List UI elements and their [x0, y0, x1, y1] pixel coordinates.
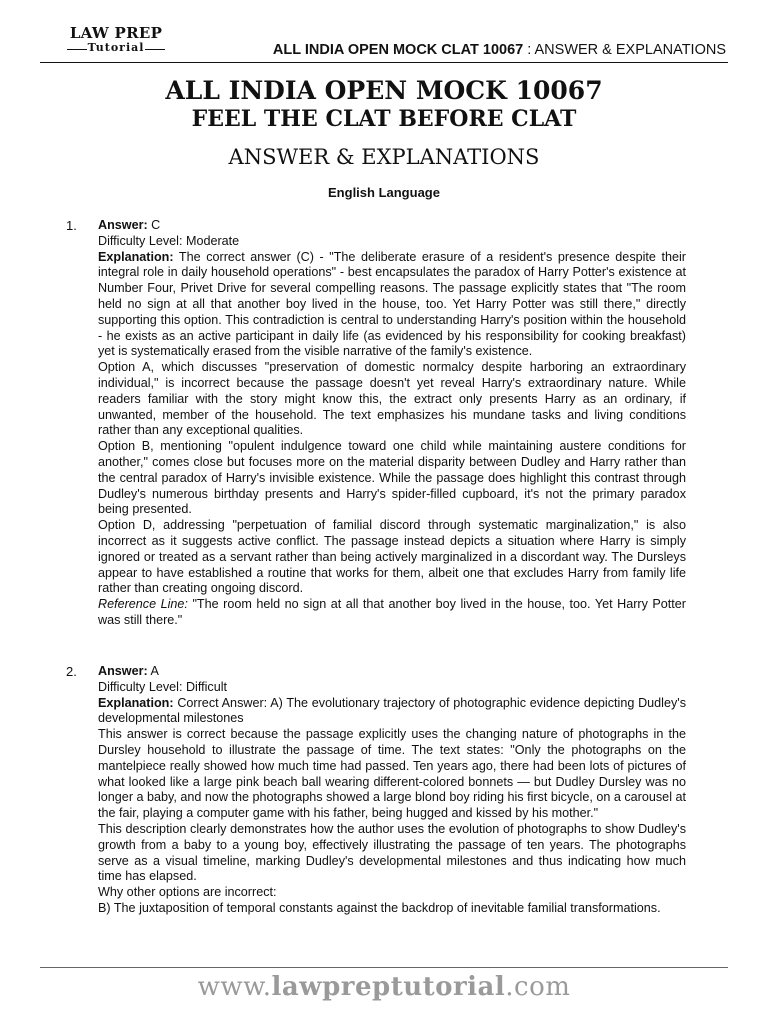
option-b-analysis: Option B, mentioning "opulent indulgence toward one child while maintaining austere conditions for another," comes close but focuses more on the material disparity between Dudley and Harry rather than the central paradox of Harry's invisible existence. While the passage does highlight this contrast through Dudley's numerous birthday presents and Harry's spider-filled cupboard, it's not the primary paradox being presented.	[98, 439, 686, 517]
document-title: ALL INDIA OPEN MOCK 10067	[165, 76, 603, 105]
explanation	[98, 696, 686, 728]
running-header	[273, 42, 726, 58]
difficulty-level: Difficulty Level: Moderate	[98, 233, 240, 248]
running-header-rest: : ANSWER & EXPLANATIONS	[523, 42, 726, 58]
reference-text: "The room held no sign at all that another boy lived in the house, too. Yet Harry Potter was still there."	[98, 597, 686, 627]
difficulty-level: Difficulty Level: Difficult	[98, 679, 228, 694]
answer-line	[98, 664, 686, 680]
logo-subtitle: Tutorial	[87, 41, 145, 54]
document-tagline: FEEL THE CLAT BEFORE CLAT	[191, 106, 577, 132]
explanation-label: Explanation:	[98, 695, 174, 710]
question-2-block	[98, 664, 686, 917]
explanation-label: Explanation:	[98, 249, 174, 264]
reference-label: Reference Line:	[98, 597, 188, 612]
section-heading: English Language	[328, 185, 440, 200]
header-divider	[40, 62, 728, 63]
question-number: 2.	[66, 664, 77, 679]
explanation	[98, 250, 686, 361]
logo-rule-right	[145, 49, 165, 50]
explanation-paragraph: This answer is correct because the passage explicitly uses the changing nature of photographs in the Dursley household to illustrate the passage of time. The text states: "Only the photographs on the mantelpiece really showed how much time had passed. Ten years ago, there had been lots of pictures of what looked like a large pink beach ball wearing different-colored bonnets — but Dudley Dursley was no longer a baby, and now the photographs showed a large blond boy riding his first bicycle, on a carousel at the fair, playing a computer game with his father, being hugged and kissed by his mother."	[98, 727, 686, 821]
footer-url-prefix: www.	[197, 972, 272, 1002]
answer-line	[98, 218, 686, 234]
option-d-analysis: Option D, addressing "perpetuation of familial discord through systematic marginalization," is also incorrect as it suggests active conflict. The passage instead depicts a situation where Harry is simply ignored or treated as a servant rather than being actively marginalized in a discordant way. The Dursleys appear to have established a routine that works for them, albeit one that excludes Harry from family life rather than creating ongoing discord.	[98, 518, 686, 596]
answer-label: Answer:	[98, 664, 148, 678]
answer-value: C	[147, 218, 161, 232]
document-subtitle: ANSWER & EXPLANATIONS	[228, 145, 540, 169]
law-prep-logo	[65, 24, 167, 58]
answer-value: A	[147, 664, 159, 678]
footer-url-suffix: .com	[505, 972, 571, 1002]
incorrect-options-heading: Why other options are incorrect:	[98, 885, 277, 900]
explanation-paragraph: This description clearly demonstrates how the author uses the evolution of photographs to show Dudley's growth from a baby to a young boy, effectively illustrating the passage of ten years. The photographs serve as a visual timeline, marking Dudley's developmental milestones and thus indicating how much time has elapsed.	[98, 821, 686, 884]
footer-watermark-url	[0, 972, 768, 1002]
option-b-analysis: B) The juxtaposition of temporal constants against the backdrop of inevitable familial transformations.	[98, 900, 661, 915]
explanation-text: The correct answer (C) - "The deliberate erasure of a resident's presence despite their integral role in daily household operations" - best encapsulates the paradox of Harry Potter's existence at Number Four, Privet Drive for several compelling reasons. The passage explicitly states that "The room held no sign at all that another boy lived in the house, too. Yet Harry Potter was still there," directly supporting this option. This contradiction is central to understanding Harry's position within the household - he exists as an active participant in daily life (as evidenced by his responsibility for cooking breakfast) yet is systematically erased from the visible narrative of the family's existence.	[98, 249, 686, 359]
option-a-analysis: Option A, which discusses "preservation of domestic normalcy despite harboring an extraordinary individual," is incorrect because the passage doesn't yet reveal Harry's extraordinary nature. While readers familiar with the story might know this, the extract only presents Harry as an ordinary, if unwanted, member of the household. The text emphasizes his mundane tasks and living conditions rather than any exceptional qualities.	[98, 360, 686, 438]
explanation-text: Correct Answer: A) The evolutionary trajectory of photographic evidence depicting Dudley's developmental milestones	[98, 695, 686, 726]
answer-label: Answer:	[98, 218, 148, 232]
reference-line	[98, 597, 686, 629]
logo-title: LAW PREP	[69, 24, 163, 42]
footer-url-domain: lawpreptutorial	[271, 972, 506, 1002]
question-number: 1.	[66, 218, 77, 233]
running-header-bold: ALL INDIA OPEN MOCK CLAT 10067	[272, 42, 524, 58]
footer-divider	[40, 967, 728, 968]
question-1-block	[98, 218, 686, 629]
